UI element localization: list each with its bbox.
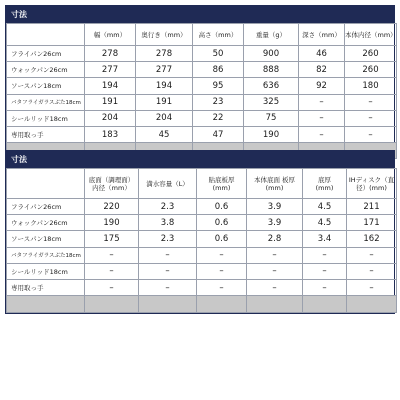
table-cell: 75 — [244, 110, 299, 126]
table1-body — [7, 46, 397, 143]
dimensions-table-section-2 — [5, 150, 395, 314]
table2-body — [7, 199, 397, 296]
table-cell: 191 — [136, 94, 193, 110]
table-cell: 86 — [193, 62, 244, 78]
table-cell: – — [197, 263, 247, 279]
table-cell: 22 — [193, 110, 244, 126]
table-cell: 277 — [136, 62, 193, 78]
table-cell: 46 — [299, 46, 345, 62]
table-cell: – — [247, 263, 303, 279]
table-cell: 2.3 — [139, 199, 197, 215]
table-cell: 2.8 — [247, 231, 303, 247]
table-cell: – — [197, 247, 247, 263]
table-cell: 0.6 — [197, 199, 247, 215]
row-label: ソースパン18cm — [7, 78, 85, 94]
table-cell: – — [299, 94, 345, 110]
table-cell: – — [197, 279, 247, 295]
column-header: 幅（mm） — [85, 24, 136, 46]
table-header-row — [7, 169, 397, 199]
table-cell: 92 — [299, 78, 345, 94]
table-cell: – — [347, 247, 397, 263]
row-label: バタフライガラスぶた18cm — [7, 247, 85, 263]
table-cell: 175 — [85, 231, 139, 247]
column-header: 重量（g） — [244, 24, 299, 46]
table-cell: – — [299, 126, 345, 142]
table-row — [7, 231, 397, 247]
row-label: 専用取っ手 — [7, 126, 85, 142]
row-label: フライパン26cm — [7, 199, 85, 215]
row-label: シールリッド18cm — [7, 110, 85, 126]
column-header: 本体内径（mm） — [345, 24, 397, 46]
table-cell: 220 — [85, 199, 139, 215]
table-header-row — [7, 24, 397, 46]
table-cell: – — [85, 263, 139, 279]
table-cell: 95 — [193, 78, 244, 94]
dimensions-table-section-1 — [5, 5, 395, 160]
table-cell: – — [345, 94, 397, 110]
table-cell: 194 — [85, 78, 136, 94]
table-cell: – — [303, 247, 347, 263]
table-row — [7, 199, 397, 215]
column-header: 満水容量（L） — [139, 169, 197, 199]
table-cell: 3.4 — [303, 231, 347, 247]
column-header — [7, 24, 85, 46]
table-cell: – — [247, 279, 303, 295]
table-cell: – — [347, 263, 397, 279]
table-cell: 162 — [347, 231, 397, 247]
row-label: シールリッド18cm — [7, 263, 85, 279]
row-label: 専用取っ手 — [7, 279, 85, 295]
row-label: ソースパン18cm — [7, 231, 85, 247]
table-cell: 4.5 — [303, 215, 347, 231]
table-cell: – — [345, 110, 397, 126]
column-header: 貼底板厚 (mm) — [197, 169, 247, 199]
section-title-bar: 寸法 — [6, 6, 394, 23]
table-cell: – — [139, 263, 197, 279]
table-cell: 278 — [85, 46, 136, 62]
table-row — [7, 263, 397, 279]
table-cell: – — [299, 110, 345, 126]
table-cell: 3.8 — [139, 215, 197, 231]
table-cell: 211 — [347, 199, 397, 215]
table-row — [7, 247, 397, 263]
table-cell: 190 — [85, 215, 139, 231]
table-cell: 0.6 — [197, 215, 247, 231]
table-row — [7, 46, 397, 62]
table-cell: – — [139, 247, 197, 263]
table-cell: – — [85, 247, 139, 263]
table-cell: 180 — [345, 78, 397, 94]
table-cell: 278 — [136, 46, 193, 62]
table-cell: – — [247, 247, 303, 263]
table-cell: 47 — [193, 126, 244, 142]
table-footer-row — [7, 296, 397, 313]
table-row — [7, 94, 397, 110]
table-cell: 277 — [85, 62, 136, 78]
dimensions-table-2 — [6, 168, 397, 313]
table-row — [7, 215, 397, 231]
table-cell: 194 — [136, 78, 193, 94]
table-cell: 190 — [244, 126, 299, 142]
table-cell: – — [303, 263, 347, 279]
table-cell: 204 — [85, 110, 136, 126]
table-cell: 204 — [136, 110, 193, 126]
column-header: 深さ（mm） — [299, 24, 345, 46]
table-cell: – — [303, 279, 347, 295]
table-row — [7, 110, 397, 126]
table-cell: 900 — [244, 46, 299, 62]
table-cell: 260 — [345, 46, 397, 62]
row-label: ウォックパン26cm — [7, 62, 85, 78]
table-cell: 23 — [193, 94, 244, 110]
column-header: 本体底面 板厚 (mm) — [247, 169, 303, 199]
table-row — [7, 62, 397, 78]
row-label: フライパン26cm — [7, 46, 85, 62]
table-cell: – — [347, 279, 397, 295]
table-cell: 191 — [85, 94, 136, 110]
table-row — [7, 279, 397, 295]
table-cell: 171 — [347, 215, 397, 231]
table-cell: 0.6 — [197, 231, 247, 247]
table-row — [7, 126, 397, 142]
table-cell: 2.3 — [139, 231, 197, 247]
table-cell: – — [345, 126, 397, 142]
table-cell: 325 — [244, 94, 299, 110]
table-cell: 888 — [244, 62, 299, 78]
column-header: 奥行き（mm） — [136, 24, 193, 46]
table-cell: 50 — [193, 46, 244, 62]
column-header: IHディスク（直 径）(mm) — [347, 169, 397, 199]
table-cell: – — [85, 279, 139, 295]
dimensions-table-1 — [6, 23, 397, 159]
table-cell: – — [139, 279, 197, 295]
section-title-bar: 寸法 — [6, 151, 394, 168]
table-cell: 3.9 — [247, 215, 303, 231]
column-header: 高さ（mm） — [193, 24, 244, 46]
column-header — [7, 169, 85, 199]
row-label: ウォックパン26cm — [7, 215, 85, 231]
table-cell: 82 — [299, 62, 345, 78]
table-cell: 636 — [244, 78, 299, 94]
column-header: 底厚 (mm) — [303, 169, 347, 199]
table-cell: 260 — [345, 62, 397, 78]
table-cell: 45 — [136, 126, 193, 142]
table-cell: 183 — [85, 126, 136, 142]
column-header: 底面（調理面） 内径（mm） — [85, 169, 139, 199]
table-cell: 4.5 — [303, 199, 347, 215]
table-row — [7, 78, 397, 94]
table-cell: 3.9 — [247, 199, 303, 215]
row-label: バタフライガラスぶた18cm — [7, 94, 85, 110]
